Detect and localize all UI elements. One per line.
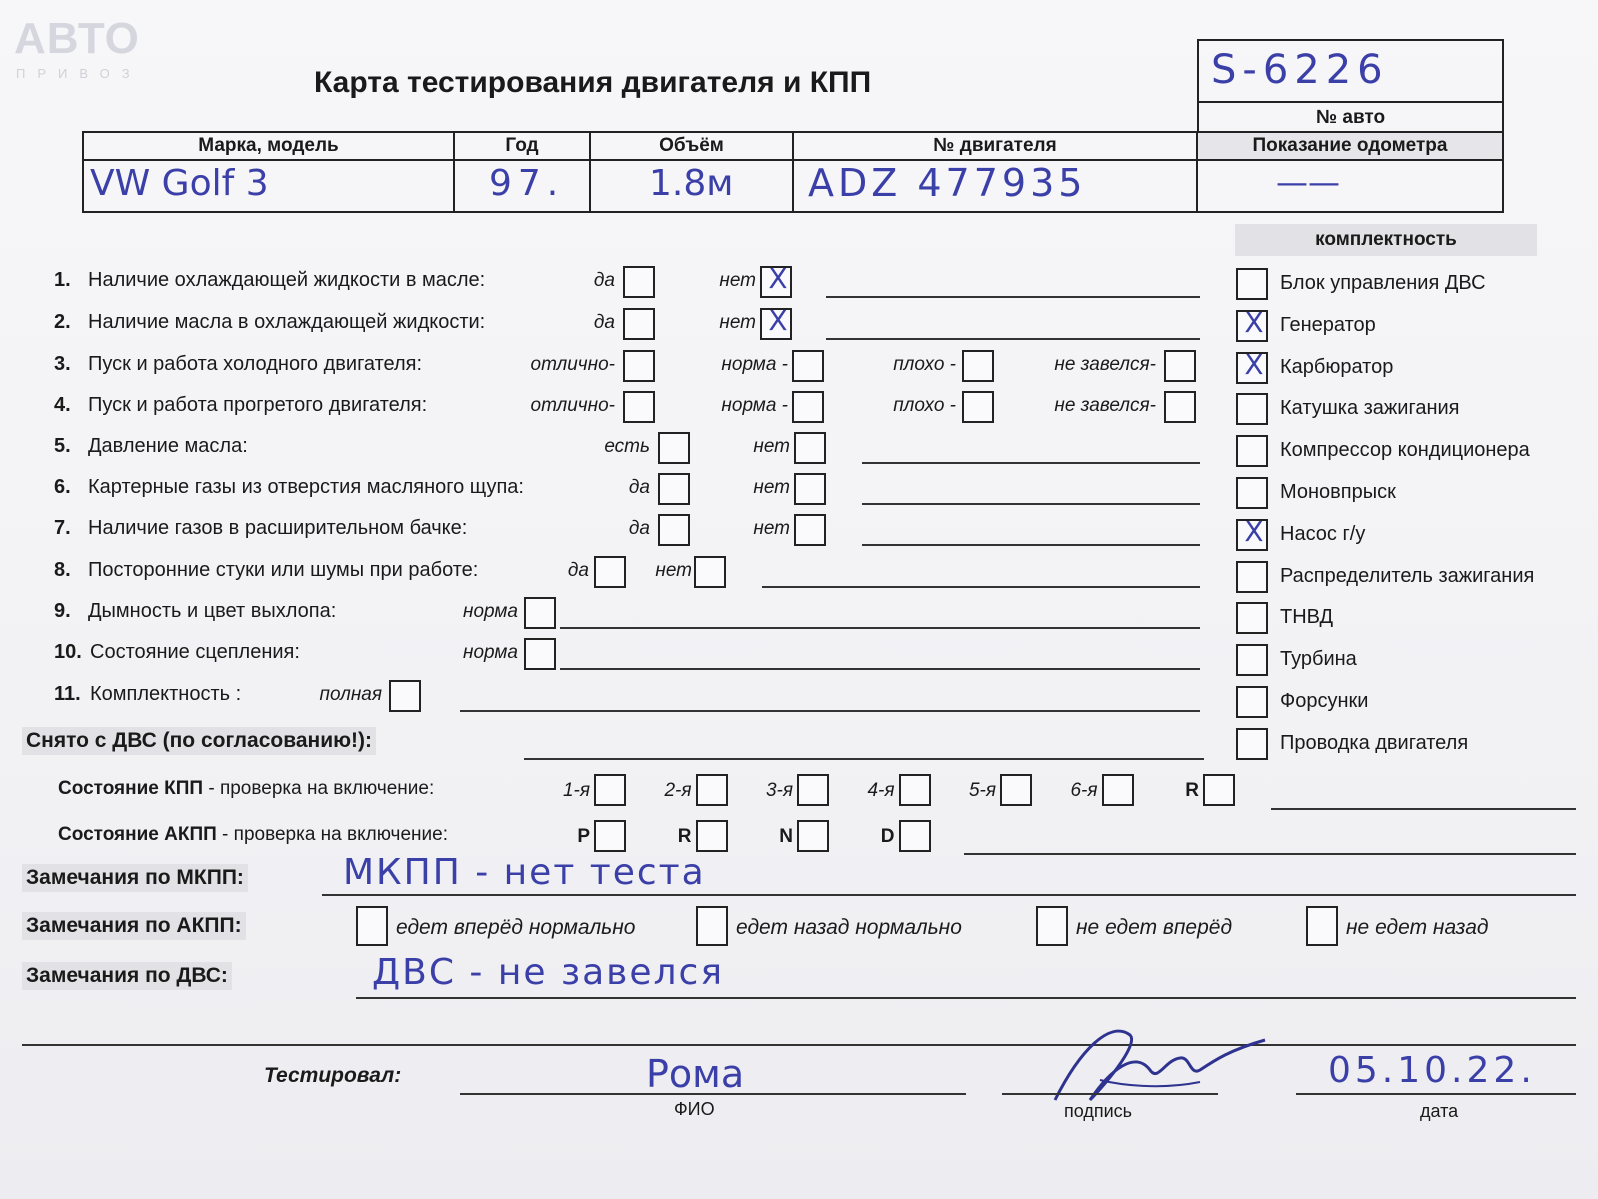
option-label: не завелся- — [1054, 354, 1156, 375]
question-number: 5. — [54, 435, 71, 457]
kpp-gear-checkbox[interactable] — [696, 774, 728, 806]
answer-line[interactable] — [862, 503, 1200, 505]
kpp-gear-label: 4-я — [867, 780, 895, 801]
option-checkbox[interactable] — [623, 266, 655, 298]
option-checkbox[interactable] — [623, 350, 655, 382]
completeness-item: Проводка двигателя — [1280, 731, 1469, 754]
question-number: 11. — [54, 683, 81, 705]
option-label: нет — [655, 560, 692, 581]
completeness-checkbox[interactable] — [1236, 728, 1268, 760]
akpp-remark-label: едет вперёд нормально — [396, 916, 636, 939]
akpp-gear-checkbox[interactable] — [797, 820, 829, 852]
kpp-gear-label: 2-я — [664, 780, 692, 801]
remarks-dvs-label: Замечания по ДВС: — [22, 962, 232, 990]
date-value: 05.10.22. — [1328, 1050, 1536, 1091]
page-title: Карта тестирования двигателя и КПП — [314, 66, 872, 99]
option-checkbox[interactable] — [658, 514, 690, 546]
option-label: не завелся- — [1054, 395, 1156, 416]
option-label: да — [593, 270, 615, 291]
completeness-item: Карбюратор — [1280, 355, 1394, 378]
check-mark: X — [1244, 347, 1264, 381]
question-text: Картерные газы из отверстия масляного щупа: — [88, 476, 524, 498]
remarks-extra-line[interactable] — [22, 1044, 1576, 1046]
completeness-checkbox[interactable] — [1236, 561, 1268, 593]
option-label: полная — [319, 684, 382, 705]
option-label: нет — [753, 436, 790, 457]
auto-number-value: S-6226 — [1211, 47, 1389, 93]
completeness-item: Насос г/у — [1280, 522, 1366, 545]
option-checkbox[interactable] — [792, 350, 824, 382]
completeness-item: ТНВД — [1280, 606, 1334, 629]
question-text: Пуск и работа прогретого двигателя: — [88, 394, 428, 416]
odometer-value: —— — [1276, 163, 1340, 201]
cell-engine-number — [794, 159, 1198, 211]
removed-from-engine-line[interactable] — [524, 758, 1204, 760]
col-make-model: Марка, модель — [84, 133, 455, 159]
option-checkbox[interactable] — [623, 308, 655, 340]
akpp-gear-label: N — [779, 826, 793, 847]
completeness-item: Компрессор кондиционера — [1280, 439, 1530, 462]
option-checkbox[interactable] — [794, 473, 826, 505]
col-volume: Объём — [591, 133, 794, 159]
completeness-checkbox[interactable] — [1236, 435, 1268, 467]
answer-line[interactable] — [862, 544, 1200, 546]
kpp-gear-checkbox[interactable] — [1000, 774, 1032, 806]
option-label: отлично- — [530, 395, 615, 416]
kpp-gear-checkbox[interactable] — [1102, 774, 1134, 806]
option-label: плохо - — [893, 395, 956, 416]
completeness-checkbox[interactable] — [1236, 514, 1268, 551]
remarks-mkpp-value: МКПП - нет теста — [343, 852, 706, 893]
akpp-notes-line[interactable] — [964, 853, 1576, 855]
option-checkbox[interactable] — [794, 432, 826, 464]
remarks-mkpp-label: Замечания по МКПП: — [22, 864, 248, 892]
auto-number-box — [1197, 39, 1504, 103]
question-number: 2. — [54, 311, 71, 333]
akpp-remark-label: не едет назад — [1346, 916, 1489, 939]
answer-line[interactable] — [762, 586, 1200, 588]
removed-from-engine-label: Снято с ДВС (по согласованию!): — [22, 727, 376, 755]
option-checkbox[interactable] — [658, 473, 690, 505]
signature-line[interactable] — [1002, 1093, 1218, 1095]
completeness-checkbox[interactable] — [1236, 347, 1268, 384]
kpp-gear-checkbox[interactable] — [1203, 774, 1235, 806]
completeness-checkbox[interactable] — [1236, 393, 1268, 425]
option-checkbox[interactable] — [760, 304, 792, 340]
option-label: нет — [753, 518, 790, 539]
remarks-dvs-value: ДВС - не завелся — [372, 952, 724, 993]
option-label: плохо - — [893, 354, 956, 375]
option-label: да — [567, 560, 589, 581]
completeness-checkbox[interactable] — [1236, 477, 1268, 509]
option-label: есть — [604, 436, 650, 457]
option-checkbox[interactable] — [1164, 391, 1196, 423]
akpp-remark-checkbox[interactable] — [356, 906, 388, 946]
completeness-checkbox[interactable] — [1236, 268, 1268, 300]
option-label: да — [628, 477, 650, 498]
akpp-remark-checkbox[interactable] — [696, 906, 728, 946]
option-label: норма — [463, 642, 518, 663]
completeness-title: комплектность — [1235, 224, 1537, 256]
fio-caption: ФИО — [674, 1099, 715, 1119]
date-caption: дата — [1420, 1101, 1459, 1121]
question-text: Состояние сцепления: — [90, 641, 300, 663]
col-engine-number: № двигателя — [794, 133, 1198, 159]
option-checkbox[interactable] — [1164, 350, 1196, 382]
completeness-item: Генератор — [1280, 313, 1376, 336]
option-checkbox[interactable] — [389, 680, 421, 712]
akpp-remark-label: не едет вперёд — [1076, 916, 1233, 939]
question-number: 10. — [54, 641, 82, 663]
akpp-remark-label: едет назад нормально — [736, 916, 962, 939]
question-text: Дымность и цвет выхлопа: — [88, 600, 337, 622]
option-label: норма - — [721, 354, 788, 375]
signature-caption: подпись — [1064, 1101, 1133, 1121]
akpp-gear-label: P — [577, 826, 590, 847]
tester-name-line[interactable] — [460, 1093, 966, 1095]
col-year: Год — [455, 133, 591, 159]
question-text: Пуск и работа холодного двигателя: — [88, 353, 423, 375]
kpp-gear-label: 1-я — [562, 780, 590, 801]
cell-odometer — [1198, 159, 1502, 211]
kpp-gear-label: 5-я — [968, 780, 996, 801]
option-checkbox[interactable] — [524, 597, 556, 629]
akpp-gear-label: D — [880, 826, 895, 847]
option-checkbox[interactable] — [694, 556, 726, 588]
question-text: Давление масла: — [88, 435, 248, 457]
completeness-checkbox[interactable] — [1236, 644, 1268, 676]
completeness-checkbox[interactable] — [1236, 686, 1268, 718]
remarks-akpp-label: Замечания по АКПП: — [22, 912, 246, 940]
completeness-item: Турбина — [1280, 648, 1357, 671]
question-number: 3. — [54, 353, 71, 375]
akpp-gear-label: R — [677, 826, 692, 847]
option-label: да — [593, 312, 615, 333]
question-number: 4. — [54, 394, 71, 416]
akpp-label: Состояние АКПП - проверка на включение: — [58, 824, 448, 845]
option-label: нет — [719, 270, 756, 291]
option-label: да — [628, 518, 650, 539]
option-label: норма — [463, 601, 518, 622]
remarks-dvs-line[interactable] — [356, 997, 1576, 999]
engine-number-value: ADZ 477935 — [808, 161, 1087, 205]
question-text: Посторонние стуки или шумы при работе: — [88, 559, 479, 581]
question-number: 8. — [54, 559, 71, 581]
option-checkbox[interactable] — [794, 514, 826, 546]
option-checkbox[interactable] — [594, 556, 626, 588]
option-label: нет — [753, 477, 790, 498]
completeness-item: Распределитель зажигания — [1280, 564, 1535, 587]
akpp-remark-checkbox[interactable] — [1306, 906, 1338, 946]
akpp-gear-checkbox[interactable] — [899, 820, 931, 852]
make-model-value: VW Golf 3 — [90, 163, 269, 204]
completeness-checkbox[interactable] — [1236, 602, 1268, 634]
year-value: 97. — [489, 163, 565, 204]
cell-make-model — [84, 159, 455, 211]
tester-name: Рома — [646, 1052, 745, 1096]
completeness-item: Форсунки — [1280, 690, 1369, 712]
option-label: отлично- — [530, 354, 615, 375]
kpp-gear-checkbox[interactable] — [899, 774, 931, 806]
answer-line[interactable] — [826, 338, 1200, 340]
question-number: 6. — [54, 476, 71, 498]
option-checkbox[interactable] — [792, 391, 824, 423]
check-mark: X — [1244, 305, 1264, 339]
kpp-gear-label: 6-я — [1070, 780, 1098, 801]
auto-number-label: № авто — [1197, 101, 1504, 133]
kpp-gear-checkbox[interactable] — [594, 774, 626, 806]
answer-line[interactable] — [560, 627, 1200, 629]
option-checkbox[interactable] — [524, 638, 556, 670]
question-number: 7. — [54, 517, 71, 539]
question-number: 1. — [54, 269, 71, 291]
question-text: Наличие масла в охлаждающей жидкости: — [88, 311, 486, 333]
kpp-notes-line[interactable] — [1271, 808, 1576, 810]
option-label: норма - — [721, 395, 788, 416]
kpp-label: Состояние КПП - проверка на включение: — [58, 778, 435, 799]
check-mark: X — [768, 304, 788, 337]
kpp-gear-checkbox[interactable] — [797, 774, 829, 806]
kpp-gear-label: 3-я — [765, 780, 793, 801]
completeness-checkbox[interactable] — [1236, 305, 1268, 342]
option-checkbox[interactable] — [760, 262, 792, 298]
kpp-gear-label: R — [1185, 780, 1199, 801]
remarks-mkpp-line[interactable] — [322, 894, 1576, 896]
completeness-item: Блок управления ДВС — [1280, 272, 1486, 294]
answer-line[interactable] — [560, 668, 1200, 670]
cell-volume — [591, 159, 794, 211]
answer-line[interactable] — [826, 296, 1200, 298]
akpp-gear-checkbox[interactable] — [594, 820, 626, 852]
option-checkbox[interactable] — [962, 350, 994, 382]
option-checkbox[interactable] — [623, 391, 655, 423]
check-mark: X — [1244, 514, 1264, 548]
question-text: Наличие газов в расширительном бачке: — [88, 517, 468, 539]
akpp-remark-checkbox[interactable] — [1036, 906, 1068, 946]
completeness-item: Моновпрыск — [1280, 481, 1396, 503]
option-label: нет — [719, 312, 756, 333]
check-mark: X — [768, 262, 788, 295]
question-text: Наличие охлаждающей жидкости в масле: — [88, 269, 486, 291]
question-text: Комплектность : — [90, 683, 242, 705]
col-odometer: Показание одометра — [1198, 133, 1502, 159]
volume-value: 1.8м — [649, 163, 734, 204]
tested-by-label: Тестировал: — [264, 1064, 402, 1087]
completeness-item: Катушка зажигания — [1280, 397, 1460, 420]
date-line[interactable] — [1296, 1093, 1576, 1095]
option-checkbox[interactable] — [962, 391, 994, 423]
watermark-logo: АВТО — [14, 14, 140, 63]
answer-line[interactable] — [862, 462, 1200, 464]
akpp-gear-checkbox[interactable] — [696, 820, 728, 852]
watermark-logo-subtitle: ПРИВОЗ — [16, 66, 142, 81]
question-number: 9. — [54, 600, 71, 622]
answer-line[interactable] — [460, 710, 1200, 712]
option-checkbox[interactable] — [658, 432, 690, 464]
cell-year — [455, 159, 591, 211]
